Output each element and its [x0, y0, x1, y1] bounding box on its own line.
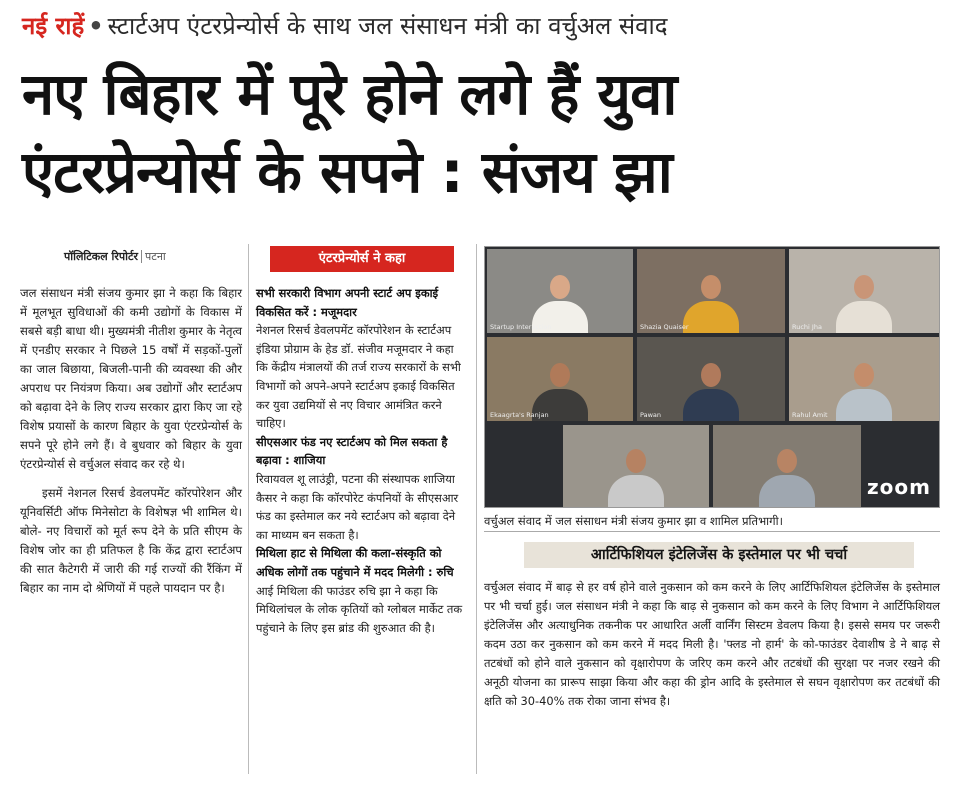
column2-text-1: नेशनल रिसर्च डेवलपमेंट कॉरपोरेशन के स्टार्टअप इंडिया प्रोग्राम के हेड डॉ. संजीव मजूमदार ने कहा कि केंद्रीय मंत्रालयों की तर्ज राज्य सरकारों के सभी विभागों को अपने-अपने स्टार्टअप इकाई विकसित कर युवा उद्यमियों से नए विचार आमंत्रित करने चाहिए।: [256, 323, 461, 431]
participant-body: [683, 389, 739, 421]
article-column-3: [484, 578, 940, 711]
byline-city: पटना: [141, 250, 166, 263]
participant-head: [854, 363, 874, 387]
column2-subhead-3: मिथिला हाट से मिथिला की कला-संस्कृति को अधिक लोगों तक पहुंचाने में मदद मिलेगी : रुचि: [256, 546, 454, 579]
column-divider-2: [476, 244, 477, 774]
column1-paragraph-2: इसमें नेशनल रिसर्च डेवलपमेंट कॉरपोरेशन और यूनिवर्सिटी ऑफ मिनेसोटा के विशेषज्ञ भी शामिल थे। बोले- नए विचारों को मूर्त रूप देने के प्रति सीएम के विशेष जोर का ही प्रतिफल है कि केंद्र द्वारा स्टार्टअप की सात कैटेगरी में जारी की गई राज्यों की रैंकिंग में बिहार का नाम दो श्रेणियों में पहले पायदान पर है।: [20, 486, 242, 595]
participant-body: [683, 301, 739, 333]
article-column-1: [20, 284, 242, 608]
headline-line-1: नए बिहार में पूरे होने लगे हैं युवा: [22, 60, 677, 128]
participant-head: [854, 275, 874, 299]
byline-reporter: पॉलिटिकल रिपोर्टर: [64, 250, 139, 263]
participant-body: [759, 475, 815, 507]
participant-body: [836, 389, 892, 421]
column3-text: वर्चुअल संवाद में बाढ़ से हर वर्ष होने वाले नुकसान को कम करने के लिए आर्टिफिशियल इंटेलिजेंस के इस्तेमाल पर भी चर्चा हुई। जल संसाधन मंत्री ने कहा कि बाढ़ से नुकसान को कम करने के लिए विभाग ने आर्टिफिशियल इंटेलिजेंस और अत्याधुनिक तकनीक पर आधारित अर्ली वार्निंग सिस्टम डेवलप किया है। इससे समय पर जरूरी कदम उठा कर नुकसान को कम करने में मदद मिली है। 'फ्लड नो हार्म' के को-फाउंडर देवाशीष डे ने बाढ़ से तटबंधों को होने वाले नुकसान को वृक्षारोपण के जरिए कम करने और तटबंधों की सुरक्षा पर नजर रखने की अनूठी योजना का प्रारूप साझा किया और कहा की ड्रोन आदि के इस्तेमाल से सघन वृक्षारोपण कर तटबंधों की क्षति को 30-40% तक रोका जाना संभव है।: [484, 580, 940, 708]
article-column-2: [256, 246, 468, 637]
participant-name: Rahul Amit: [792, 411, 828, 419]
column2-text-3: आई मिथिला की फाउंडर रुचि झा ने कहा कि मिथिलांचल के लोक कृतियों को ग्लोबल मार्केट तक पहुंचाने के लिए इस ब्रांड की शुरुआत की है।: [256, 583, 463, 635]
column2-subhead-1: सभी सरकारी विभाग अपनी स्टार्ट अप इकाई विकसित करें : मजूमदार: [256, 286, 439, 319]
column-divider-1: [248, 244, 249, 774]
participant-tile: [637, 249, 785, 333]
participant-body: [608, 475, 664, 507]
photo-caption: वर्चुअल संवाद में जल संसाधन मंत्री संजय कुमार झा व शामिल प्रतिभागी।: [484, 510, 940, 532]
participant-head: [701, 275, 721, 299]
column2-text-2: रिवायवल शू लाउंड्री, पटना की संस्थापक शाजिया कैसर ने कहा कि कॉरपोरेट कंपनियों के सीएसआर फंड का इस्तेमाल कर नये स्टार्टअप को बढ़ावा देने का माध्यम बन सकता है।: [256, 471, 459, 542]
column2-subhead-2: सीएसआर फंड नए स्टार्टअप को मिल सकता है बढ़ावा : शाजिया: [256, 434, 448, 468]
participant-tile: [637, 337, 785, 421]
section-subhead: आर्टिफिशियल इंटेलिजेंस के इस्तेमाल पर भी चर्चा: [524, 542, 914, 568]
headline-line-2: एंटरप्रेन्योर्स के सपने : संजय झा: [22, 138, 672, 206]
participant-head: [550, 363, 570, 387]
video-conference-photo: [484, 246, 940, 508]
participant-tile: [713, 425, 861, 507]
participant-tile: [487, 249, 633, 333]
kicker: [22, 6, 942, 46]
participant-head: [777, 449, 797, 473]
kicker-bullet: •: [88, 12, 104, 40]
section-ribbon: एंटरप्रेन्योर्स ने कहा: [270, 246, 454, 272]
byline: [64, 247, 166, 267]
participant-tile: [789, 337, 939, 421]
participant-tile: [563, 425, 709, 507]
kicker-text: स्टार्टअप एंटरप्रेन्योर्स के साथ जल संसाधन मंत्री का वर्चुअल संवाद: [107, 12, 668, 40]
column1-paragraph-1: जल संसाधन मंत्री संजय कुमार झा ने कहा कि बिहार में मूलभूत सुविधाओं की कमी उद्योगों के विकास में सबसे बड़ी बाधा थी। मुख्यमंत्री नीतीश कुमार के नेतृत्व में एनडीए सरकार ने पिछले 15 वर्षों में सड़कों-पुलों का जाल बिछाया, बिजली-पानी की व्यवस्था की और अपराध पर नियंत्रण किया। अब उद्योगों और स्टार्टअप को बढ़ावा देने के लिए राज्य सरकार द्वारा किए जा रहे विशेष प्रयासों के कारण बिहार के युवा एंटरप्रेन्योर्स के सपने पूरे होने लगे हैं। वे बुधवार को बिहार के युवा एंटरप्रेन्योर्स से वर्चुअल संवाद कर रहे थे।: [20, 286, 242, 471]
participant-name: Ekaagrta's Ranjan: [490, 411, 549, 419]
participant-head: [550, 275, 570, 299]
participant-head: [701, 363, 721, 387]
kicker-tag: नई राहें: [22, 12, 85, 40]
participant-name: Startup Interaction: [490, 323, 552, 331]
participant-name: Shazia Quaiser: [640, 323, 689, 331]
participant-name: Pawan: [640, 411, 662, 419]
participant-tile: [487, 337, 633, 421]
participant-head: [626, 449, 646, 473]
headline: [22, 55, 942, 211]
participant-body: [836, 301, 892, 333]
participant-name: Ruchi Jha: [792, 323, 822, 331]
zoom-watermark: zoom: [867, 475, 931, 499]
participant-tile: [789, 249, 939, 333]
